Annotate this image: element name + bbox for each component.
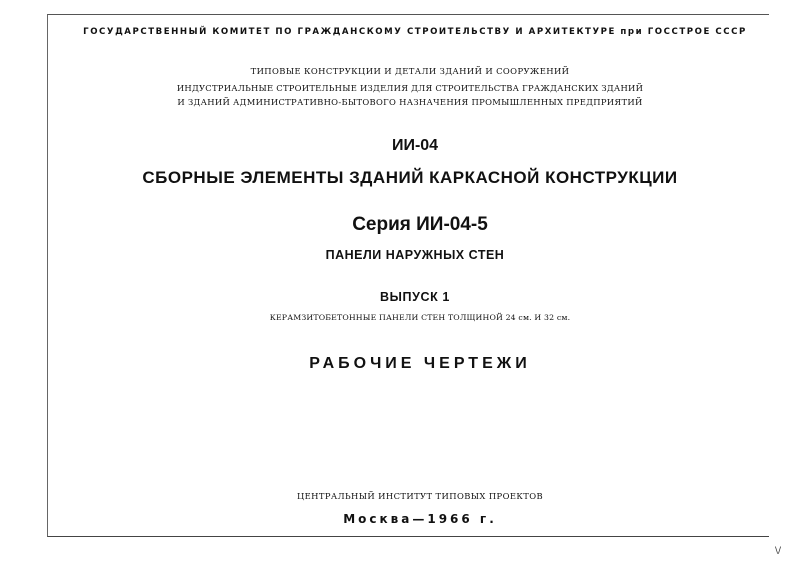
issue-number: ВЫПУСК 1 bbox=[380, 290, 450, 304]
document-code: ИИ-04 bbox=[391, 137, 439, 154]
series-title: Серия ИИ-04-5 bbox=[352, 214, 488, 235]
panels-subtitle: ПАНЕЛИ НАРУЖНЫХ СТЕН bbox=[325, 248, 505, 262]
typical-constructions-heading: ТИПОВЫЕ КОНСТРУКЦИИ И ДЕТАЛИ ЗДАНИЙ И СООРУЖЕНИЙ bbox=[250, 66, 570, 76]
committee-header: ГОСУДАРСТВЕННЫЙ КОМИТЕТ ПО ГРАЖДАНСКОМУ СТРОИТЕЛЬСТВУ И АРХИТЕКТУРЕ при ГОССТРОЕ СССР bbox=[83, 27, 747, 37]
institute-name: ЦЕНТРАЛЬНЫЙ ИНСТИТУТ ТИПОВЫХ ПРОЕКТОВ bbox=[296, 491, 544, 501]
issue-description: КЕРАМЗИТОБЕТОННЫЕ ПАНЕЛИ СТЕН ТОЛЩИНОЙ 24 см. И 32 см. bbox=[269, 313, 571, 322]
collection-title: СБОРНЫЕ ЭЛЕМЕНТЫ ЗДАНИЙ КАРКАСНОЙ КОНСТРУКЦИИ bbox=[142, 168, 678, 187]
working-drawings-title: РАБОЧИЕ ЧЕРТЕЖИ bbox=[309, 355, 531, 372]
industrial-products-line-1: ИНДУСТРИАЛЬНЫЕ СТРОИТЕЛЬНЫЕ ИЗДЕЛИЯ ДЛЯ СТРОИТЕЛЬСТВА ГРАЖДАНСКИХ ЗДАНИЙ bbox=[176, 83, 644, 93]
city-year: Москва—1966 г. bbox=[343, 512, 497, 526]
industrial-products-line-2: И ЗДАНИЙ АДМИНИСТРАТИВНО-БЫТОВОГО НАЗНАЧЕНИЯ ПРОМЫШЛЕННЫХ ПРЕДПРИЯТИЙ bbox=[177, 97, 643, 107]
corner-mark: \/ bbox=[775, 546, 782, 556]
